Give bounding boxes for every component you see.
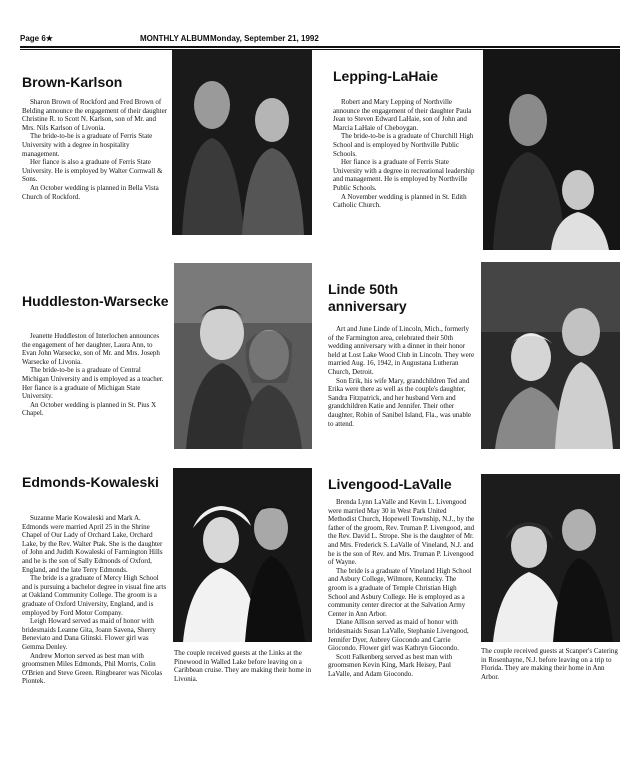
article-body-huddleston-warsecke [22, 332, 168, 418]
article-title-edmonds-kowaleski: Edmonds-Kowaleski [22, 474, 159, 490]
paragraph: Diane Allison served as maid of honor with bridesmaids Susan LaValle, Stephanie Livengood, Jennifer Dyer, Aubrey Giocondo and Carrie Giocondo. Flower girl was Kathryn Giocondo. [328, 618, 469, 653]
paragraph: An October wedding is planned in Bella Vista Church of Rockford. [22, 183, 159, 201]
paragraph: Robert and Mary Lepping of Northville announce the engagement of their daughter Paula Jean to Steven Edward LaHaie, son of John and Marcia LaHaie of Cheboygan. [333, 98, 472, 132]
paragraph: Leigh Howard served as maid of honor with bridesmaids Leanne Gita, Joann Savena, Sherry Beneviato and Dana Glinski. Flower girl was Gemma Denley. [22, 617, 156, 651]
photo-caption-edmonds-kowaleski: The couple received guests at the Links at the Pinewood in Walled Lake before leaving on a Caribbean cruise. They are making their home in Livonia. [174, 649, 312, 683]
article-body-brown-karlson [22, 98, 168, 201]
article-body-lepping-lahaie [333, 98, 479, 210]
photo-brown-karlson [172, 50, 312, 235]
paragraph: Art and June Linde of Lincoln, Mich., formerly of the Farmington area, celebrated their 50th wedding anniversary with a dinner in their honor held at Lost Lake Wood Club in Lincoln. They were married Aug. 16, 1942, in Augustana Lutheran Church, Detroit. [328, 325, 475, 376]
issue-date: Monday, September 21, 1992 [210, 34, 319, 43]
paragraph: Suzanne Marie Kowaleski and Mark A. Edmonds were married April 25 in the Shrine Chapel of Our Lady of Orchard Lake, Orchard Lake, by the Rev. Walter Ptak. She is the daughter of John and Judith Kowaleski of Farmington Hills and he is the son of Sally Edmonds of Oxford, England, and the late Terry Edmonds. [22, 514, 163, 574]
paragraph: The bride-to-be is a graduate of Churchill High School and is employed by Northville Public Schools. [333, 132, 474, 158]
paragraph: Her fiance is a graduate of Ferris State University with a degree in recreational leadership and management. He is employed by Northville Public Schools. [333, 158, 475, 192]
article-title-linde-anniversary: Linde 50th anniversary [328, 281, 407, 314]
paragraph: Her fiance is also a graduate of Ferris State University. He is employed by Walter Cornwall & Sons. [22, 158, 163, 184]
paragraph: Andrew Morton served as best man with groomsmen Miles Edmonds, Phil Morris, Colin O'Brien and Steve Green. Ringbearer was Nicolas Piontek. [22, 651, 163, 686]
paragraph: An October wedding is planned in St. Pius X Chapel. [22, 400, 157, 418]
paragraph: Brenda Lynn LaValle and Kevin L. Livengood were married May 30 in West Park United Methodist Church, Hopewell Township, N.J., by the father of the groom, Rev. Truman P. Livengood, and the Rev. David L. Strope. She is the daughter of Mr. and Mrs. Frederick S. LaValle of Vineland, N.J. and he is the son of Rev. and Mrs. Truman P. Livengood of Wayne. [328, 498, 475, 567]
header-rule [20, 46, 620, 48]
photo-livengood-lavalle [481, 474, 620, 642]
photo-caption-livengood-lavalle: The couple received guests at Scanper's Catering in Rosenhayne, N.J. before leaving on a trip to Florida. They are making their home in Ann Arbor. [481, 647, 618, 681]
paragraph: Jeanette Huddleston of Interlochen announces the engagement of her daughter, Laura Ann, to Evan John Warsecke, son of Mr. and Mrs. Joseph Warsecke of Livonia. [22, 332, 160, 366]
photo-edmonds-kowaleski [173, 468, 312, 642]
page-number: Page 6★ [20, 34, 53, 43]
article-title-brown-karlson: Brown-Karlson [22, 74, 123, 90]
paragraph: Son Erik, his wife Mary, grandchildren Ted and Erika were there as well as the couple's daughter, Sandra Fitzpatrick, and her husband Vern and grandchildren Katie and Jennifer. Their other daughter, Robin of Sanibel Island, Fla., was unable to attend. [328, 376, 471, 428]
paragraph: The bride-to-be is a graduate of Central Michigan University and is employed as a teacher. Her fiance is a graduate of Michigan State University. [22, 366, 164, 401]
paragraph: The bride-to-be is a graduate of Ferris State University with a degree in hospitality management. [22, 132, 153, 158]
page-header [20, 34, 620, 46]
section-name: MONTHLY ALBUM [140, 34, 210, 43]
article-title-lepping-lahaie: Lepping-LaHaie [333, 68, 439, 84]
article-body-livengood-lavalle [328, 498, 476, 678]
photo-lepping-lahaie [483, 50, 620, 250]
photo-huddleston-warsecke [174, 263, 312, 449]
photo-linde-anniversary [481, 262, 620, 449]
article-title-livengood-lavalle: Livengood-LaValle [328, 476, 452, 492]
article-body-edmonds-kowaleski [22, 514, 168, 686]
paragraph: Scott Falkenberg served as best man with groomsmen Kevin King, Mark Heisey, Paul LaValle, and Adam Giocondo. [328, 652, 453, 678]
paragraph: A November wedding is planned in St. Edith Catholic Church. [333, 192, 467, 210]
article-body-linde-anniversary [328, 325, 476, 428]
paragraph: The bride is a graduate of Vineland High School and Asbury College, Wilmore, Kentucky. The groom is a graduate of Temple Christian High School and Asbury College. He is employed as a community center director at the Salvation Army Center in Ann Arbor. [328, 566, 472, 618]
paragraph: Sharon Brown of Rockford and Fred Brown of Belding announce the engagement of their daughter Christine R. to Scott N. Karlson, son of Mr. and Mrs. Nils Karlson of Livonia. [22, 98, 168, 132]
article-title-huddleston-warsecke: Huddleston-Warsecke [22, 293, 169, 309]
paragraph: The bride is a graduate of Mercy High School and is pursuing a bachelor degree in visual fine arts at Oakland Community College. The groom is a graduate of Oxford University, England, and is employed by Ford Motor Company. [22, 574, 167, 617]
